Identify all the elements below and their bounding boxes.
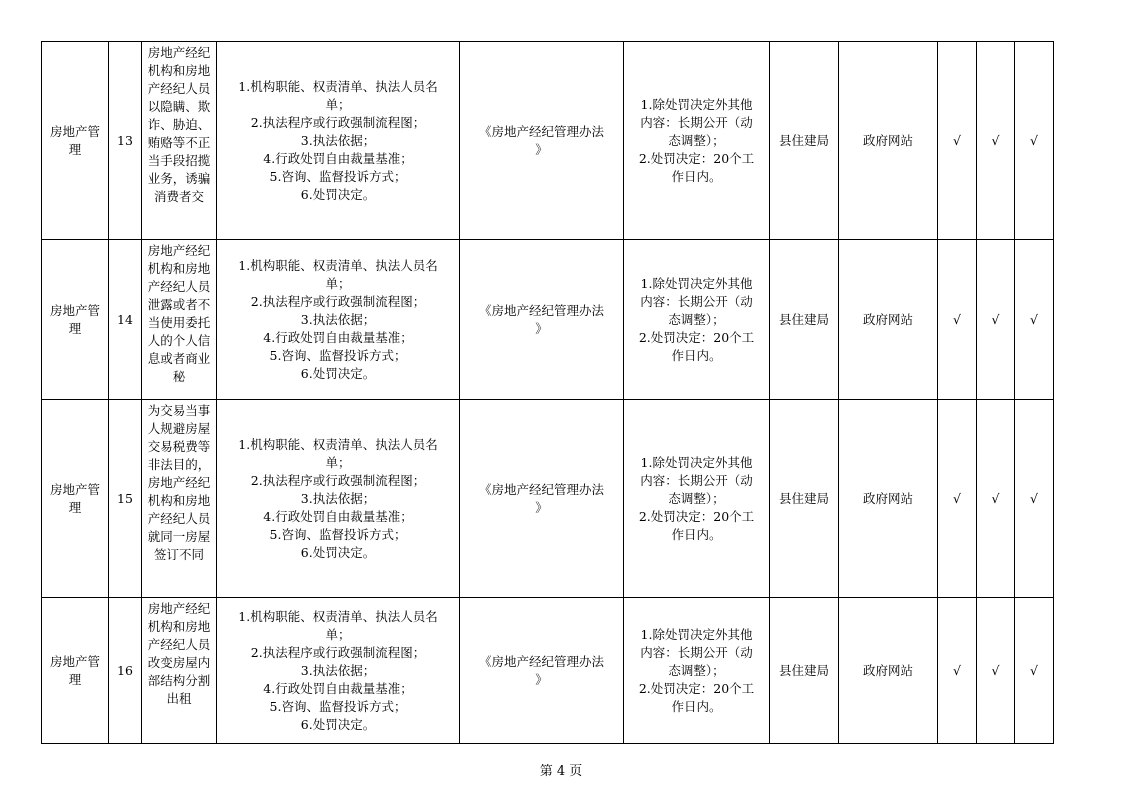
time-limit-line: 2.处罚决定：20个工 (638, 508, 755, 524)
content-line: 6.处罚决定。 (300, 186, 376, 202)
content-line: 5.咨询、监督投诉方式； (269, 168, 407, 184)
time-limit-line: 1.除处罚决定外其他 (640, 626, 753, 642)
table-row (42, 42, 1054, 240)
content-line: 单； (325, 626, 351, 642)
category-cell: 房地产管理 (42, 42, 109, 240)
item-text: 房地产经纪机构和房地产经纪人员以隐瞒、欺诈、胁迫、贿赂等不正当手段招揽业务，诱骗消费者交 (147, 44, 211, 204)
content-line: 2.执法程序或行政强制流程图； (250, 114, 426, 130)
checkmark-cell: √ (1015, 598, 1054, 744)
disclosure-content-cell (217, 42, 460, 240)
content-line: 1.机构职能、权责清单、执法人员名 (238, 257, 438, 273)
time-limit-line: 作日内。 (671, 526, 722, 542)
checkmark-cell: √ (938, 598, 977, 744)
content-line: 3.执法依据； (300, 662, 376, 678)
item-text: 房地产经纪机构和房地产经纪人员改变房屋内部结构分割出租 (147, 600, 211, 706)
checkmark-cell: √ (977, 240, 1015, 400)
table-row (42, 400, 1054, 598)
checkmark-cell: √ (938, 240, 977, 400)
content-line: 4.行政处罚自由裁量基准； (263, 329, 413, 345)
item-cell (142, 42, 217, 240)
row-number-cell: 13 (109, 42, 142, 240)
time-limit-line: 内容：长期公开（动 (640, 293, 753, 309)
checkmark-cell: √ (1015, 240, 1054, 400)
disclosure-table (41, 41, 1054, 744)
content-line: 1.机构职能、权责清单、执法人员名 (238, 608, 438, 624)
subject-cell: 县住建局 (770, 240, 839, 400)
basis-line: 《房地产经纪管理办法 (478, 481, 604, 497)
basis-cell (460, 400, 624, 598)
content-line: 5.咨询、监督投诉方式； (269, 698, 407, 714)
time-limit-line: 2.处罚决定：20个工 (638, 150, 755, 166)
time-limit-cell (624, 400, 770, 598)
row-number-cell: 16 (109, 598, 142, 744)
time-limit-line: 1.除处罚决定外其他 (640, 454, 753, 470)
content-line: 2.执法程序或行政强制流程图； (250, 644, 426, 660)
time-limit-line: 态调整）； (668, 490, 725, 506)
channel-cell: 政府网站 (839, 240, 938, 400)
item-text: 为交易当事人规避房屋交易税费等非法目的，房地产经纪机构和房地产经纪人员就同一房屋签订不同 (147, 402, 211, 562)
content-line: 1.机构职能、权责清单、执法人员名 (238, 436, 438, 452)
content-line: 2.执法程序或行政强制流程图； (250, 293, 426, 309)
item-text: 房地产经纪机构和房地产经纪人员泄露或者不当使用委托人的个人信息或者商业秘 (147, 242, 211, 384)
content-line: 3.执法依据； (300, 311, 376, 327)
checkmark-cell: √ (977, 42, 1015, 240)
table-row (42, 240, 1054, 400)
channel-cell: 政府网站 (839, 42, 938, 240)
content-line: 4.行政处罚自由裁量基准； (263, 150, 413, 166)
content-line: 单； (325, 275, 351, 291)
basis-line: 》 (535, 320, 548, 336)
table-row (42, 598, 1054, 744)
basis-line: 《房地产经纪管理办法 (478, 302, 604, 318)
content-line: 4.行政处罚自由裁量基准； (263, 508, 413, 524)
content-line: 6.处罚决定。 (300, 365, 376, 381)
item-cell (142, 400, 217, 598)
content-line: 6.处罚决定。 (300, 716, 376, 732)
content-line: 5.咨询、监督投诉方式； (269, 526, 407, 542)
time-limit-cell (624, 42, 770, 240)
subject-cell: 县住建局 (770, 598, 839, 744)
item-cell (142, 598, 217, 744)
disclosure-content-cell (217, 240, 460, 400)
time-limit-line: 2.处罚决定：20个工 (638, 680, 755, 696)
time-limit-line: 2.处罚决定：20个工 (638, 329, 755, 345)
disclosure-content-cell (217, 400, 460, 598)
subject-cell: 县住建局 (770, 400, 839, 598)
content-line: 4.行政处罚自由裁量基准； (263, 680, 413, 696)
item-cell (142, 240, 217, 400)
basis-cell (460, 42, 624, 240)
basis-cell (460, 598, 624, 744)
category-cell: 房地产管理 (42, 400, 109, 598)
basis-line: 《房地产经纪管理办法 (478, 653, 604, 669)
checkmark-cell: √ (938, 42, 977, 240)
time-limit-line: 态调整）； (668, 311, 725, 327)
time-limit-line: 态调整）； (668, 662, 725, 678)
checkmark-cell: √ (938, 400, 977, 598)
row-number-cell: 14 (109, 240, 142, 400)
time-limit-line: 内容：长期公开（动 (640, 114, 753, 130)
basis-line: 》 (535, 671, 548, 687)
checkmark-cell: √ (1015, 400, 1054, 598)
checkmark-cell: √ (1015, 42, 1054, 240)
content-line: 3.执法依据； (300, 132, 376, 148)
category-cell: 房地产管理 (42, 598, 109, 744)
time-limit-line: 作日内。 (671, 698, 722, 714)
time-limit-line: 1.除处罚决定外其他 (640, 275, 753, 291)
content-line: 1.机构职能、权责清单、执法人员名 (238, 78, 438, 94)
basis-line: 》 (535, 141, 548, 157)
time-limit-cell (624, 598, 770, 744)
time-limit-line: 内容：长期公开（动 (640, 472, 753, 488)
basis-line: 》 (535, 499, 548, 515)
time-limit-line: 态调整）； (668, 132, 725, 148)
channel-cell: 政府网站 (839, 598, 938, 744)
content-line: 3.执法依据； (300, 490, 376, 506)
content-line: 6.处罚决定。 (300, 544, 376, 560)
category-cell: 房地产管理 (42, 240, 109, 400)
time-limit-line: 内容：长期公开（动 (640, 644, 753, 660)
content-line: 5.咨询、监督投诉方式； (269, 347, 407, 363)
content-line: 单； (325, 454, 351, 470)
time-limit-cell (624, 240, 770, 400)
time-limit-line: 作日内。 (671, 347, 722, 363)
time-limit-line: 1.除处罚决定外其他 (640, 96, 753, 112)
checkmark-cell: √ (977, 400, 1015, 598)
checkmark-cell: √ (977, 598, 1015, 744)
content-line: 单； (325, 96, 351, 112)
row-number-cell: 15 (109, 400, 142, 598)
subject-cell: 县住建局 (770, 42, 839, 240)
basis-cell (460, 240, 624, 400)
time-limit-line: 作日内。 (671, 168, 722, 184)
basis-line: 《房地产经纪管理办法 (478, 123, 604, 139)
content-line: 2.执法程序或行政强制流程图； (250, 472, 426, 488)
page-number: 第 4 页 (539, 764, 583, 779)
channel-cell: 政府网站 (839, 400, 938, 598)
disclosure-content-cell (217, 598, 460, 744)
